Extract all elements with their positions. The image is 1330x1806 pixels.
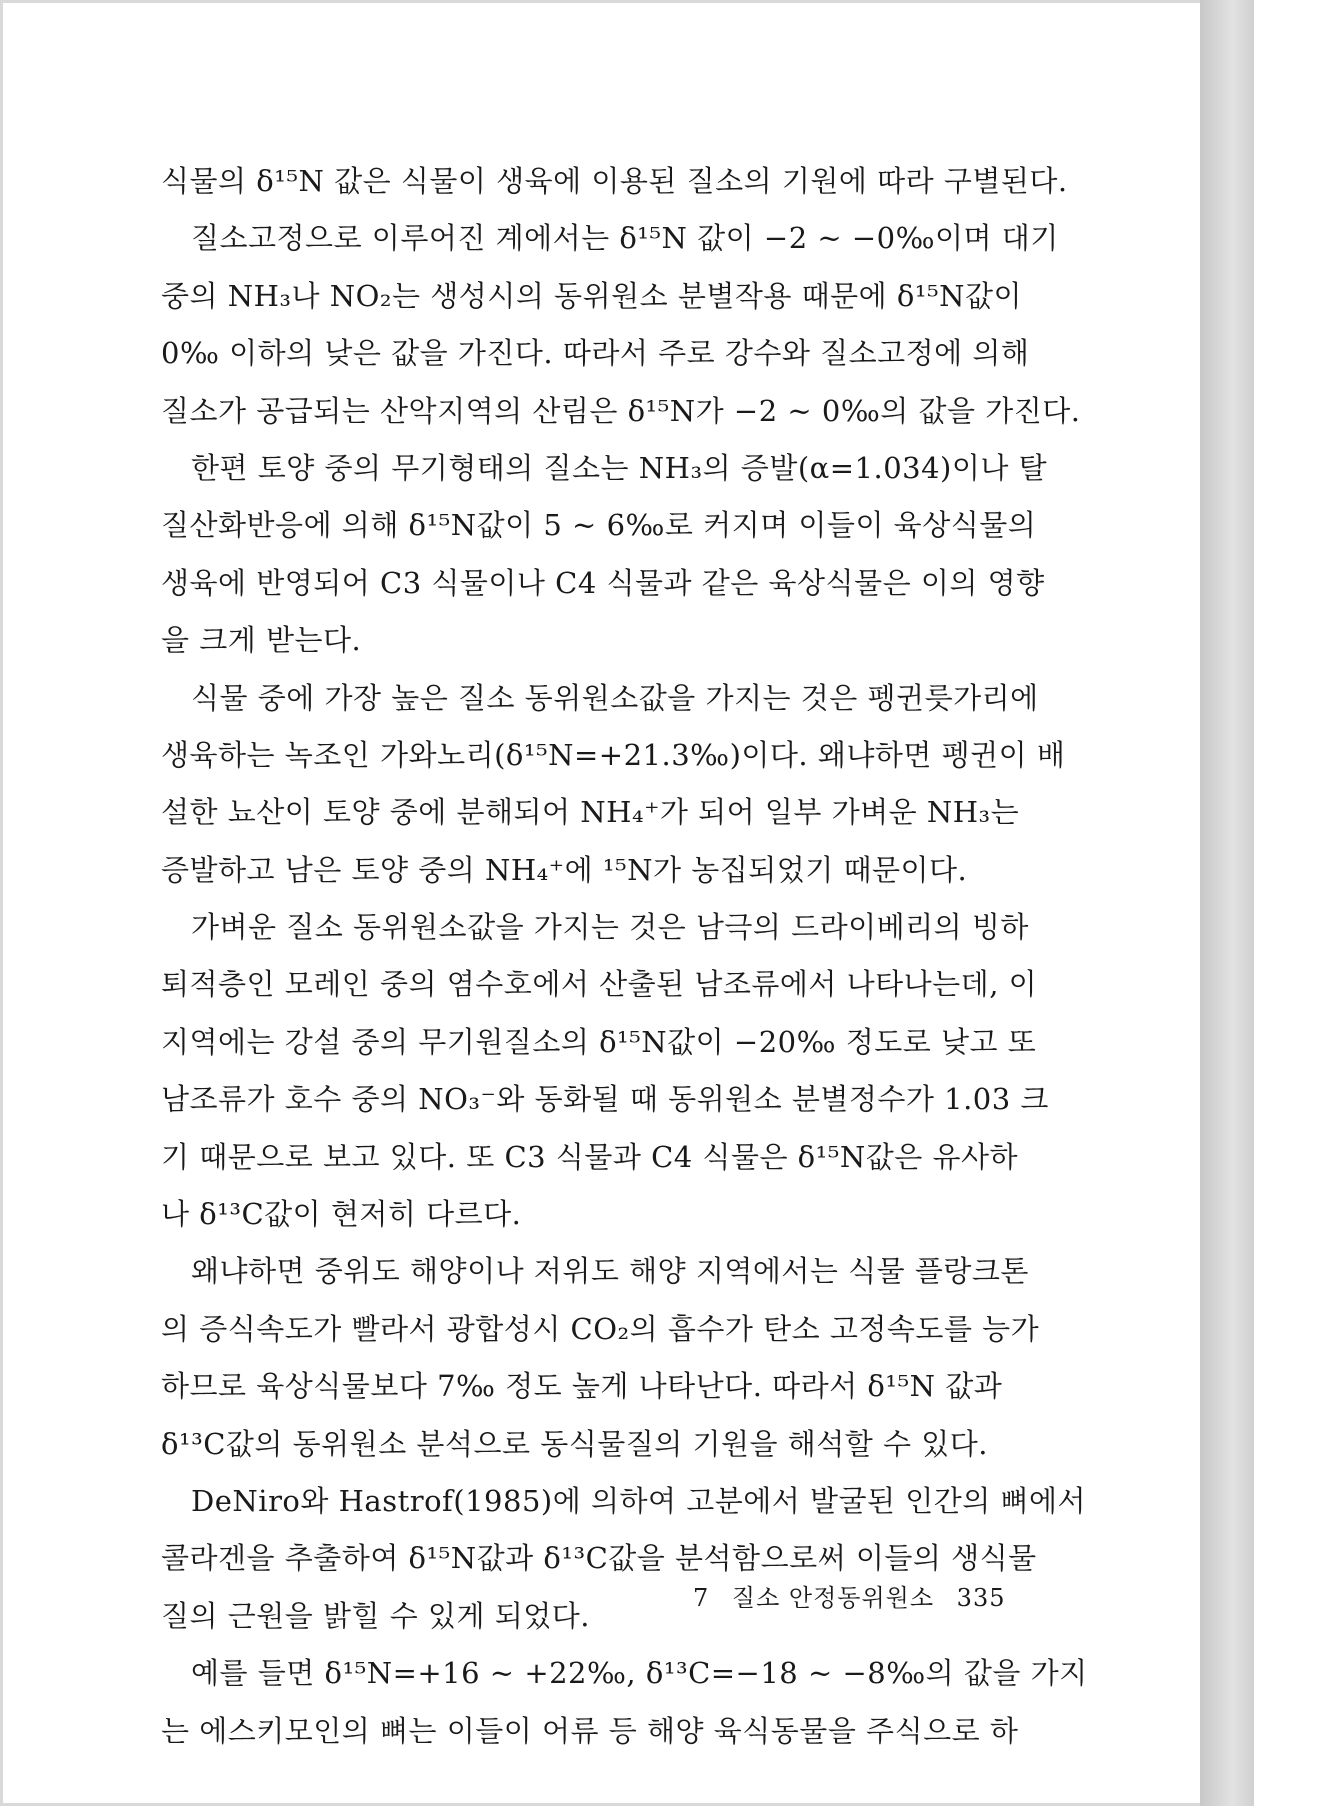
text-line: 생육에 반영되어 C3 식물이나 C4 식물과 같은 육상식물은 이의 영향 [161, 565, 1045, 600]
text-line: 콜라겐을 추출하여 δ¹⁵N값과 δ¹³C값을 분석함으로써 이들의 생식물 [161, 1541, 1037, 1576]
text-line: 질소가 공급되는 산악지역의 산림은 δ¹⁵N가 −2 ~ 0‰의 값을 가진다. [161, 393, 1081, 428]
page-number: 335 [956, 1584, 1006, 1612]
text-line: 의 증식속도가 빨라서 광합성시 CO₂의 흡수가 탄소 고정속도를 능가 [161, 1311, 1040, 1346]
text-line: 질산화반응에 의해 δ¹⁵N값이 5 ~ 6‰로 커지며 이들이 육상식물의 [161, 508, 1037, 543]
text-line: 예를 들면 δ¹⁵N=+16 ~ +22‰, δ¹³C=−18 ~ −8‰의 값을 가지 [191, 1656, 1088, 1691]
text-line: 하므로 육상식물보다 7‰ 정도 높게 나타난다. 따라서 δ¹⁵N 값과 [161, 1369, 1003, 1404]
text-line: 왜냐하면 중위도 해양이나 저위도 해양 지역에서는 식물 플랑크톤 [191, 1254, 1029, 1289]
text-line: 질의 근원을 밝힐 수 있게 되었다. [161, 1598, 590, 1633]
text-line: 식물 중에 가장 높은 질소 동위원소값을 가지는 것은 펭귄릇가리에 [191, 680, 1039, 715]
text-line: 는 에스키모인의 뼈는 이들이 어류 등 해양 육식동물을 주식으로 하 [161, 1713, 1019, 1748]
page-stack-edge [1200, 0, 1254, 1806]
text-line: 기 때문으로 보고 있다. 또 C3 식물과 C4 식물은 δ¹⁵N값은 유사하 [161, 1139, 1019, 1174]
text-line: 퇴적층인 모레인 중의 염수호에서 산출된 남조류에서 나타나는데, 이 [161, 967, 1038, 1002]
text-line: 질소고정으로 이루어진 계에서는 δ¹⁵N 값이 −2 ~ −0‰이며 대기 [191, 221, 1059, 256]
text-line: 을 크게 받는다. [161, 623, 362, 658]
text-line: δ¹³C값의 동위원소 분석으로 동식물질의 기원을 해석할 수 있다. [161, 1426, 988, 1461]
body-text [161, 153, 1088, 1760]
background-margin [1254, 0, 1330, 1806]
page-footer [693, 1578, 1019, 1613]
text-line: 증발하고 남은 토양 중의 NH₄⁺에 ¹⁵N가 농집되었기 때문이다. [161, 852, 968, 887]
text-line: 남조류가 호수 중의 NO₃⁻와 동화될 때 동위원소 분별정수가 1.03 크 [161, 1082, 1049, 1117]
text-line: 식물의 δ¹⁵N 값은 식물이 생육에 이용된 질소의 기원에 따라 구별된다. [161, 164, 1068, 198]
text-line: 가벼운 질소 동위원소값을 가지는 것은 남극의 드라이베리의 빙하 [191, 910, 1029, 945]
text-line: 나 δ¹³C값이 현저히 다르다. [161, 1197, 522, 1232]
text-line: 설한 뇨산이 토양 중에 분해되어 NH₄⁺가 되어 일부 가벼운 NH₃는 [161, 795, 1020, 830]
text-line: 생육하는 녹조인 가와노리(δ¹⁵N=+21.3‰)이다. 왜냐하면 펭귄이 배 [161, 737, 1066, 772]
text-line: 0‰ 이하의 낮은 값을 가진다. 따라서 주로 강수와 질소고정에 의해 [161, 336, 1030, 371]
text-line: 한편 토양 중의 무기형태의 질소는 NH₃의 증발(α=1.034)이나 탈 [191, 450, 1048, 485]
chapter-title: 질소 안정동위원소 [731, 1584, 935, 1612]
text-line: DeNiro와 Hastrof(1985)에 의하여 고분에서 발굴된 인간의 뼈에서 [191, 1483, 1087, 1518]
text-line: 지역에는 강설 중의 무기원질소의 δ¹⁵N값이 −20‰ 정도로 낮고 또 [161, 1024, 1037, 1059]
text-line: 중의 NH₃나 NO₂는 생성시의 동위원소 분별작용 때문에 δ¹⁵N값이 [161, 278, 1022, 313]
chapter-number: 7 [693, 1584, 710, 1612]
